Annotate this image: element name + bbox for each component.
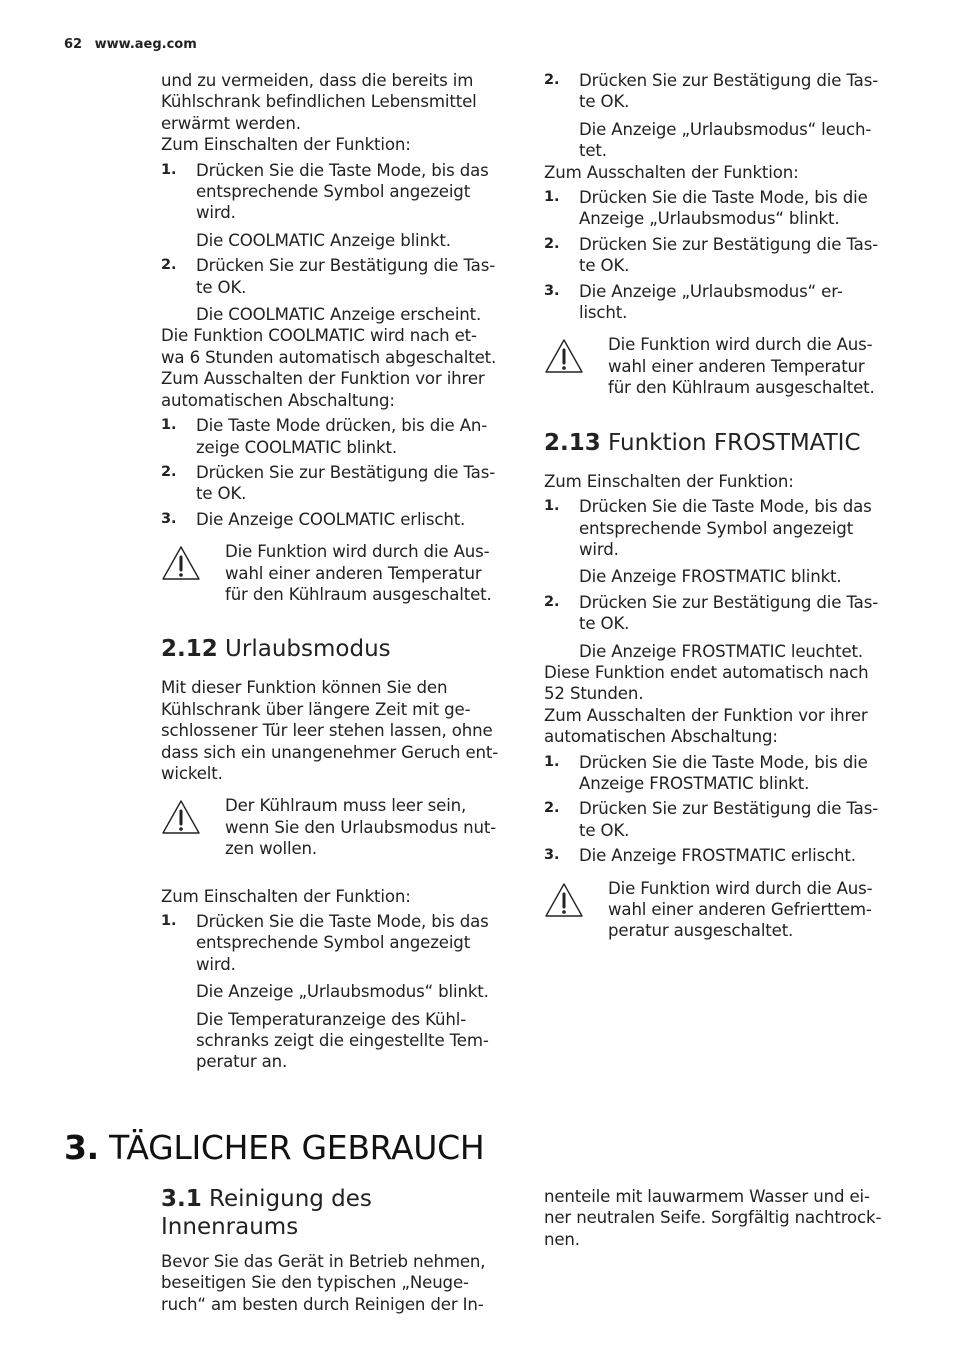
paragraph: Zum Einschalten der Funktion: [544, 471, 794, 491]
item-number: 1. [544, 498, 560, 515]
page-number: 62 [64, 37, 83, 52]
item-text: Drücken Sie zur Bestätigung die Tas- te OK. [579, 592, 879, 634]
chapter-number: 3. [64, 1128, 99, 1167]
list-item [161, 160, 513, 224]
item-result: Die Anzeige „Urlaubsmodus“ blinkt. [196, 982, 489, 1002]
item-number: 1. [161, 161, 177, 178]
chapter-heading [64, 1128, 484, 1167]
item-number: 2. [161, 463, 177, 480]
item-number: 3. [544, 282, 560, 299]
item-number: 2. [544, 235, 560, 252]
warning-note [161, 795, 513, 859]
item-result: Die COOLMATIC Anzeige erscheint. [196, 305, 482, 325]
item-result: Die Anzeige FROSTMATIC blinkt. [579, 567, 842, 587]
item-text: Drücken Sie zur Bestätigung die Tas- te OK. [196, 256, 496, 297]
page-header [64, 37, 197, 52]
paragraph: Die Funktion COOLMATIC wird nach et- wa 6 Stunden automatisch abgeschaltet. Zum Ausschalten der Funktion vor ihrer automatischen Abschaltung: [161, 326, 497, 410]
section-2-13-heading [544, 429, 896, 457]
item-text: Drücken Sie die Taste Mode, bis das entsprechende Symbol angezeigt wird. [196, 160, 489, 223]
left-column [161, 70, 513, 1073]
item-text: Die Taste Mode drücken, bis die An- zeige COOLMATIC blinkt. [196, 416, 488, 457]
paragraph: Diese Funktion endet automatisch nach 52 Stunden. Zum Ausschalten der Funktion vor ihrer automatischen Abschaltung: [544, 662, 869, 747]
list-item [544, 70, 896, 113]
paragraph: und zu vermeiden, dass die bereits im Kühlschrank befindlichen Lebensmittel erwärmt werden. Zum Einschalten der Funktion: [161, 71, 477, 155]
section-number: 2.12 [161, 636, 218, 663]
chapter-title: TÄGLICHER GEBRAUCH [109, 1128, 485, 1167]
warning-text: Die Funktion wird durch die Aus- wahl einer anderen Gefrierttem- peratur ausgeschaltet. [608, 878, 873, 941]
section-3-1-right [544, 1186, 900, 1250]
item-number: 3. [544, 847, 560, 864]
item-result: Die Temperaturanzeige des Kühl- schranks zeigt die eingestellte Tem- peratur an. [196, 1009, 489, 1072]
section-number: 2.13 [544, 429, 601, 456]
item-text: Die Anzeige COOLMATIC erlischt. [196, 509, 466, 529]
warning-text: Die Funktion wird durch die Aus- wahl einer anderen Temperatur für den Kühlraum ausgeschaltet. [608, 335, 875, 398]
item-text: Drücken Sie zur Bestätigung die Tas- te OK. [579, 799, 879, 840]
item-text: Die Anzeige FROSTMATIC erlischt. [579, 846, 856, 866]
warning-text: Der Kühlraum muss leer sein, wenn Sie den Urlaubsmodus nut- zen wollen. [225, 796, 497, 859]
warning-icon [544, 338, 584, 374]
list-item [544, 845, 896, 866]
list-item [161, 911, 513, 975]
list-item [161, 255, 513, 298]
list-item [161, 462, 513, 505]
item-text: Drücken Sie die Taste Mode, bis die Anzeige FROSTMATIC blinkt. [579, 752, 868, 793]
right-column [544, 70, 896, 942]
item-number: 1. [161, 913, 177, 929]
item-result: Die COOLMATIC Anzeige blinkt. [196, 230, 451, 250]
item-text: Drücken Sie zur Bestätigung die Tas- te OK. [196, 462, 496, 504]
item-result: Die Anzeige „Urlaubsmodus“ leuch- tet. [579, 119, 872, 161]
warning-text: Die Funktion wird durch die Aus- wahl einer anderen Temperatur für den Kühlraum ausgeschaltet. [225, 542, 492, 604]
section-number: 3.1 [161, 1186, 202, 1212]
warning-icon [161, 799, 201, 835]
warning-note [544, 878, 896, 942]
item-number: 2. [161, 257, 177, 274]
warning-icon [544, 882, 584, 918]
warning-icon [161, 545, 201, 581]
item-text: Drücken Sie die Taste Mode, bis das entsprechende Symbol angezeigt wird. [196, 912, 489, 974]
list-item [544, 234, 896, 277]
item-text: Drücken Sie die Taste Mode, bis das entsprechende Symbol angezeigt wird. [579, 497, 872, 559]
paragraph: Mit dieser Funktion können Sie den Kühlschrank über längere Zeit mit ge- schlossener Tür leer stehen lassen, ohne dass sich ein unangenehmer Geruch ent- wickelt. [161, 678, 499, 783]
paragraph: Zum Ausschalten der Funktion: [544, 162, 799, 182]
section-title: Funktion FROSTMATIC [600, 429, 861, 456]
paragraph: Bevor Sie das Gerät in Betrieb nehmen, beseitigen Sie den typischen „Neuge- ruch“ am besten durch Reinigen der In- [161, 1252, 486, 1314]
item-text: Drücken Sie zur Bestätigung die Tas- te OK. [579, 71, 879, 112]
list-item [544, 752, 896, 795]
section-title: Urlaubsmodus [217, 636, 391, 663]
paragraph: nenteile mit lauwarmem Wasser und ei- ner neutralen Seife. Sorgfältig nachtrock- nen. [544, 1187, 882, 1249]
item-number: 1. [544, 753, 560, 770]
warning-note [544, 334, 896, 398]
list-item [544, 798, 896, 841]
item-number: 1. [161, 417, 177, 434]
list-item [161, 415, 513, 458]
list-item [161, 509, 513, 530]
list-item [544, 187, 896, 230]
section-3-1-left [161, 1185, 513, 1315]
item-number: 3. [161, 510, 177, 527]
section-3-1-heading [161, 1185, 513, 1241]
list-item [544, 592, 896, 635]
item-text: Drücken Sie die Taste Mode, bis die Anzeige „Urlaubsmodus“ blinkt. [579, 188, 868, 229]
warning-note [161, 541, 513, 605]
section-2-12-heading [161, 635, 513, 663]
item-number: 2. [544, 72, 560, 88]
item-text: Die Anzeige „Urlaubsmodus“ er- lischt. [579, 281, 843, 323]
item-text: Drücken Sie zur Bestätigung die Tas- te OK. [579, 234, 879, 276]
site-url[interactable]: www.aeg.com [94, 37, 197, 52]
list-item [544, 281, 896, 324]
item-number: 2. [544, 800, 560, 817]
paragraph: Zum Einschalten der Funktion: [161, 886, 411, 906]
item-result: Die Anzeige FROSTMATIC leuchtet. [579, 641, 864, 661]
section-title: Reinigung des Innenraums [161, 1186, 372, 1240]
list-item [544, 496, 896, 560]
item-number: 1. [544, 189, 560, 206]
item-number: 2. [544, 593, 560, 610]
